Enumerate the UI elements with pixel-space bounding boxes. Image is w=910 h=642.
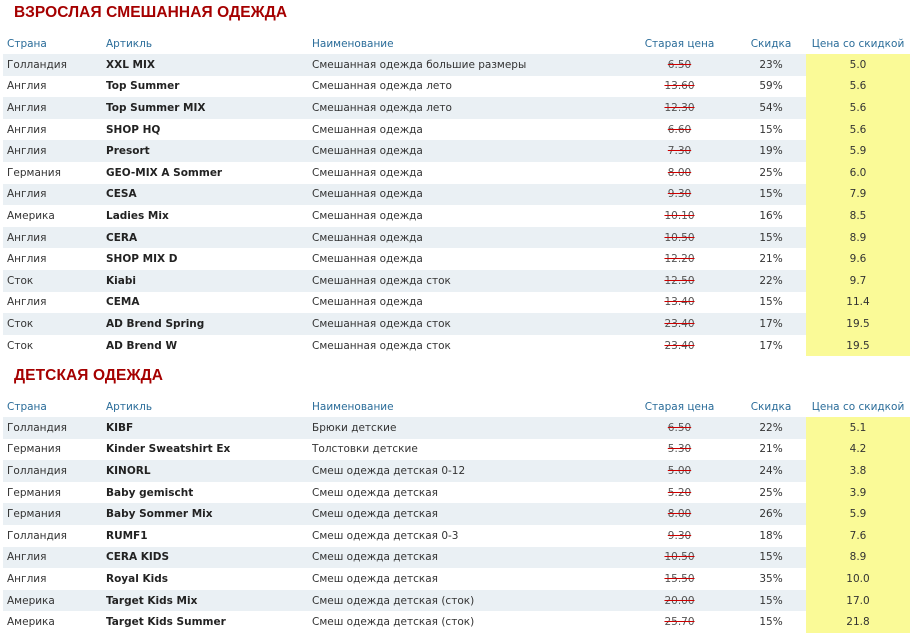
cell-country: Германия bbox=[3, 482, 106, 504]
old-price-strikethrough: 7.30 bbox=[667, 145, 692, 158]
cell-discount: 15% bbox=[736, 292, 806, 314]
cell-old-price bbox=[623, 270, 736, 292]
cell-final-price: 8.9 bbox=[806, 547, 910, 569]
table-row bbox=[3, 503, 910, 525]
cell-article: Ladies Mix bbox=[106, 205, 312, 227]
cell-final-price: 5.6 bbox=[806, 76, 910, 98]
column-header-discount[interactable]: Скидка bbox=[736, 397, 806, 417]
cell-discount: 16% bbox=[736, 205, 806, 227]
cell-old-price bbox=[623, 482, 736, 504]
cell-discount: 17% bbox=[736, 313, 806, 335]
cell-final-price: 17.0 bbox=[806, 590, 910, 612]
cell-old-price bbox=[623, 611, 736, 633]
cell-final-price: 5.1 bbox=[806, 417, 910, 439]
cell-final-price: 6.0 bbox=[806, 162, 910, 184]
cell-final-price: 7.9 bbox=[806, 184, 910, 206]
cell-name: Смеш одежда детская bbox=[312, 547, 623, 569]
table-row bbox=[3, 525, 910, 547]
cell-discount: 25% bbox=[736, 162, 806, 184]
cell-article: Target Kids Summer bbox=[106, 611, 312, 633]
cell-old-price bbox=[623, 547, 736, 569]
cell-old-price bbox=[623, 292, 736, 314]
cell-country: Голландия bbox=[3, 525, 106, 547]
table-row bbox=[3, 335, 910, 357]
old-price-strikethrough: 5.00 bbox=[667, 464, 692, 477]
cell-old-price bbox=[623, 335, 736, 357]
column-header-country[interactable]: Страна bbox=[3, 397, 106, 417]
table-row bbox=[3, 460, 910, 482]
cell-old-price bbox=[623, 184, 736, 206]
old-price-strikethrough: 23.40 bbox=[664, 317, 695, 330]
section-title-adult: ВЗРОСЛАЯ СМЕШАННАЯ ОДЕЖДА bbox=[14, 4, 288, 21]
cell-old-price bbox=[623, 417, 736, 439]
cell-old-price bbox=[623, 525, 736, 547]
cell-old-price bbox=[623, 162, 736, 184]
cell-discount: 35% bbox=[736, 568, 806, 590]
cell-discount: 54% bbox=[736, 97, 806, 119]
cell-name: Смеш одежда детская 0-3 bbox=[312, 525, 623, 547]
cell-country: Голландия bbox=[3, 417, 106, 439]
cell-country: Голландия bbox=[3, 460, 106, 482]
column-header-name[interactable]: Наименование bbox=[312, 34, 623, 54]
old-price-strikethrough: 10.10 bbox=[664, 209, 695, 222]
cell-article: SHOP HQ bbox=[106, 119, 312, 141]
table-row bbox=[3, 292, 910, 314]
cell-final-price: 8.9 bbox=[806, 227, 910, 249]
table-row bbox=[3, 547, 910, 569]
cell-name: Смешанная одежда bbox=[312, 227, 623, 249]
cell-old-price bbox=[623, 54, 736, 76]
cell-name: Смеш одежда детская (сток) bbox=[312, 611, 623, 633]
cell-old-price bbox=[623, 568, 736, 590]
cell-article: KINORL bbox=[106, 460, 312, 482]
cell-name: Смешанная одежда сток bbox=[312, 270, 623, 292]
cell-discount: 17% bbox=[736, 335, 806, 357]
column-header-final-price[interactable]: Цена со скидкой bbox=[806, 34, 910, 54]
old-price-strikethrough: 6.50 bbox=[667, 421, 692, 434]
column-header-country[interactable]: Страна bbox=[3, 34, 106, 54]
cell-article: RUMF1 bbox=[106, 525, 312, 547]
cell-discount: 59% bbox=[736, 76, 806, 98]
cell-country: Англия bbox=[3, 568, 106, 590]
column-header-article[interactable]: Артикль bbox=[106, 34, 312, 54]
cell-article: Royal Kids bbox=[106, 568, 312, 590]
cell-country: Сток bbox=[3, 335, 106, 357]
cell-country: Америка bbox=[3, 205, 106, 227]
cell-old-price bbox=[623, 590, 736, 612]
cell-country: Англия bbox=[3, 292, 106, 314]
cell-country: Англия bbox=[3, 76, 106, 98]
table-row bbox=[3, 227, 910, 249]
cell-name: Брюки детские bbox=[312, 417, 623, 439]
cell-old-price bbox=[623, 97, 736, 119]
cell-article: CESA bbox=[106, 184, 312, 206]
cell-article: Kinder Sweatshirt Ex bbox=[106, 439, 312, 461]
cell-final-price: 8.5 bbox=[806, 205, 910, 227]
table-row bbox=[3, 590, 910, 612]
cell-final-price: 9.6 bbox=[806, 248, 910, 270]
old-price-strikethrough: 12.30 bbox=[664, 101, 695, 114]
table-row bbox=[3, 313, 910, 335]
table-row bbox=[3, 417, 910, 439]
cell-country: Англия bbox=[3, 119, 106, 141]
old-price-strikethrough: 6.60 bbox=[667, 123, 692, 136]
cell-article: Presort bbox=[106, 140, 312, 162]
cell-old-price bbox=[623, 439, 736, 461]
cell-name: Смеш одежда детская bbox=[312, 503, 623, 525]
cell-old-price bbox=[623, 313, 736, 335]
cell-discount: 15% bbox=[736, 184, 806, 206]
column-header-old-price[interactable]: Старая цена bbox=[623, 397, 736, 417]
cell-country: Америка bbox=[3, 611, 106, 633]
table-row bbox=[3, 76, 910, 98]
cell-final-price: 7.6 bbox=[806, 525, 910, 547]
cell-article: Top Summer bbox=[106, 76, 312, 98]
old-price-strikethrough: 10.50 bbox=[664, 231, 695, 244]
cell-final-price: 5.9 bbox=[806, 503, 910, 525]
column-header-discount[interactable]: Скидка bbox=[736, 34, 806, 54]
price-table-kids bbox=[3, 397, 910, 633]
cell-article: Baby Sommer Mix bbox=[106, 503, 312, 525]
cell-old-price bbox=[623, 227, 736, 249]
old-price-strikethrough: 10.50 bbox=[664, 551, 695, 564]
cell-country: Англия bbox=[3, 547, 106, 569]
cell-name: Смешанная одежда лето bbox=[312, 76, 623, 98]
cell-discount: 23% bbox=[736, 54, 806, 76]
cell-name: Смешанная одежда bbox=[312, 119, 623, 141]
table-row bbox=[3, 184, 910, 206]
price-table-adult bbox=[3, 34, 910, 356]
cell-country: Сток bbox=[3, 313, 106, 335]
cell-article: Baby gemischt bbox=[106, 482, 312, 504]
cell-country: Англия bbox=[3, 184, 106, 206]
cell-final-price: 3.8 bbox=[806, 460, 910, 482]
cell-final-price: 19.5 bbox=[806, 313, 910, 335]
cell-article: CEMA bbox=[106, 292, 312, 314]
cell-old-price bbox=[623, 503, 736, 525]
cell-name: Смешанная одежда bbox=[312, 140, 623, 162]
cell-name: Смешанная одежда большие размеры bbox=[312, 54, 623, 76]
old-price-strikethrough: 5.30 bbox=[667, 443, 692, 456]
old-price-strikethrough: 8.00 bbox=[667, 166, 692, 179]
table-row bbox=[3, 54, 910, 76]
cell-name: Смешанная одежда лето bbox=[312, 97, 623, 119]
cell-discount: 15% bbox=[736, 227, 806, 249]
cell-article: KIBF bbox=[106, 417, 312, 439]
old-price-strikethrough: 6.50 bbox=[667, 58, 692, 71]
cell-final-price: 21.8 bbox=[806, 611, 910, 633]
cell-article: XXL MIX bbox=[106, 54, 312, 76]
cell-country: Голландия bbox=[3, 54, 106, 76]
column-header-name[interactable]: Наименование bbox=[312, 397, 623, 417]
table-row bbox=[3, 611, 910, 633]
cell-discount: 22% bbox=[736, 417, 806, 439]
cell-discount: 15% bbox=[736, 119, 806, 141]
table-row bbox=[3, 248, 910, 270]
cell-discount: 19% bbox=[736, 140, 806, 162]
cell-discount: 21% bbox=[736, 439, 806, 461]
column-header-article[interactable]: Артикль bbox=[106, 397, 312, 417]
cell-final-price: 5.6 bbox=[806, 97, 910, 119]
old-price-strikethrough: 13.40 bbox=[664, 296, 695, 309]
cell-old-price bbox=[623, 119, 736, 141]
cell-name: Смешанная одежда bbox=[312, 205, 623, 227]
old-price-strikethrough: 8.00 bbox=[667, 508, 692, 521]
table-header-row bbox=[3, 34, 910, 54]
old-price-strikethrough: 9.30 bbox=[667, 188, 692, 201]
cell-country: Германия bbox=[3, 162, 106, 184]
cell-country: Америка bbox=[3, 590, 106, 612]
cell-discount: 25% bbox=[736, 482, 806, 504]
cell-article: SHOP MIX D bbox=[106, 248, 312, 270]
table-row bbox=[3, 568, 910, 590]
cell-article: AD Brend W bbox=[106, 335, 312, 357]
cell-article: Target Kids Mix bbox=[106, 590, 312, 612]
cell-final-price: 5.6 bbox=[806, 119, 910, 141]
cell-name: Смешанная одежда bbox=[312, 292, 623, 314]
cell-old-price bbox=[623, 76, 736, 98]
cell-name: Смешанная одежда сток bbox=[312, 335, 623, 357]
cell-country: Германия bbox=[3, 439, 106, 461]
cell-final-price: 19.5 bbox=[806, 335, 910, 357]
cell-discount: 15% bbox=[736, 590, 806, 612]
cell-discount: 26% bbox=[736, 503, 806, 525]
old-price-strikethrough: 20.00 bbox=[664, 594, 695, 607]
cell-name: Смеш одежда детская 0-12 bbox=[312, 460, 623, 482]
column-header-old-price[interactable]: Старая цена bbox=[623, 34, 736, 54]
cell-old-price bbox=[623, 248, 736, 270]
cell-name: Смешанная одежда bbox=[312, 162, 623, 184]
old-price-strikethrough: 5.20 bbox=[667, 486, 692, 499]
cell-country: Англия bbox=[3, 227, 106, 249]
cell-name: Толстовки детские bbox=[312, 439, 623, 461]
cell-country: Англия bbox=[3, 97, 106, 119]
old-price-strikethrough: 12.20 bbox=[664, 253, 695, 266]
table-row bbox=[3, 140, 910, 162]
cell-discount: 15% bbox=[736, 547, 806, 569]
cell-final-price: 4.2 bbox=[806, 439, 910, 461]
cell-article: AD Brend Spring bbox=[106, 313, 312, 335]
cell-country: Германия bbox=[3, 503, 106, 525]
cell-article: CERA bbox=[106, 227, 312, 249]
column-header-final-price[interactable]: Цена со скидкой bbox=[806, 397, 910, 417]
cell-name: Смешанная одежда сток bbox=[312, 313, 623, 335]
old-price-strikethrough: 13.60 bbox=[664, 80, 695, 93]
cell-country: Англия bbox=[3, 248, 106, 270]
cell-final-price: 10.0 bbox=[806, 568, 910, 590]
table-row bbox=[3, 97, 910, 119]
cell-old-price bbox=[623, 460, 736, 482]
cell-name: Смешанная одежда bbox=[312, 184, 623, 206]
cell-article: Top Summer MIX bbox=[106, 97, 312, 119]
table-row bbox=[3, 482, 910, 504]
cell-article: GEO-MIX A Sommer bbox=[106, 162, 312, 184]
cell-final-price: 5.0 bbox=[806, 54, 910, 76]
old-price-strikethrough: 9.30 bbox=[667, 529, 692, 542]
table-row bbox=[3, 270, 910, 292]
cell-discount: 21% bbox=[736, 248, 806, 270]
old-price-strikethrough: 15.50 bbox=[664, 572, 695, 585]
cell-final-price: 9.7 bbox=[806, 270, 910, 292]
table-row bbox=[3, 162, 910, 184]
cell-discount: 15% bbox=[736, 611, 806, 633]
cell-name: Смеш одежда детская (сток) bbox=[312, 590, 623, 612]
table-row bbox=[3, 439, 910, 461]
table-header-row bbox=[3, 397, 910, 417]
cell-discount: 22% bbox=[736, 270, 806, 292]
cell-country: Сток bbox=[3, 270, 106, 292]
cell-final-price: 3.9 bbox=[806, 482, 910, 504]
table-row bbox=[3, 119, 910, 141]
cell-name: Смеш одежда детская bbox=[312, 482, 623, 504]
cell-final-price: 11.4 bbox=[806, 292, 910, 314]
cell-article: CERA KIDS bbox=[106, 547, 312, 569]
old-price-strikethrough: 23.40 bbox=[664, 339, 695, 352]
section-title-kids: ДЕТСКАЯ ОДЕЖДА bbox=[14, 367, 164, 384]
cell-article: Kiabi bbox=[106, 270, 312, 292]
table-row bbox=[3, 205, 910, 227]
cell-name: Смеш одежда детская bbox=[312, 568, 623, 590]
cell-discount: 24% bbox=[736, 460, 806, 482]
cell-old-price bbox=[623, 140, 736, 162]
cell-discount: 18% bbox=[736, 525, 806, 547]
old-price-strikethrough: 25.70 bbox=[664, 616, 695, 629]
cell-final-price: 5.9 bbox=[806, 140, 910, 162]
cell-old-price bbox=[623, 205, 736, 227]
cell-country: Англия bbox=[3, 140, 106, 162]
old-price-strikethrough: 12.50 bbox=[664, 274, 695, 287]
cell-name: Смешанная одежда bbox=[312, 248, 623, 270]
